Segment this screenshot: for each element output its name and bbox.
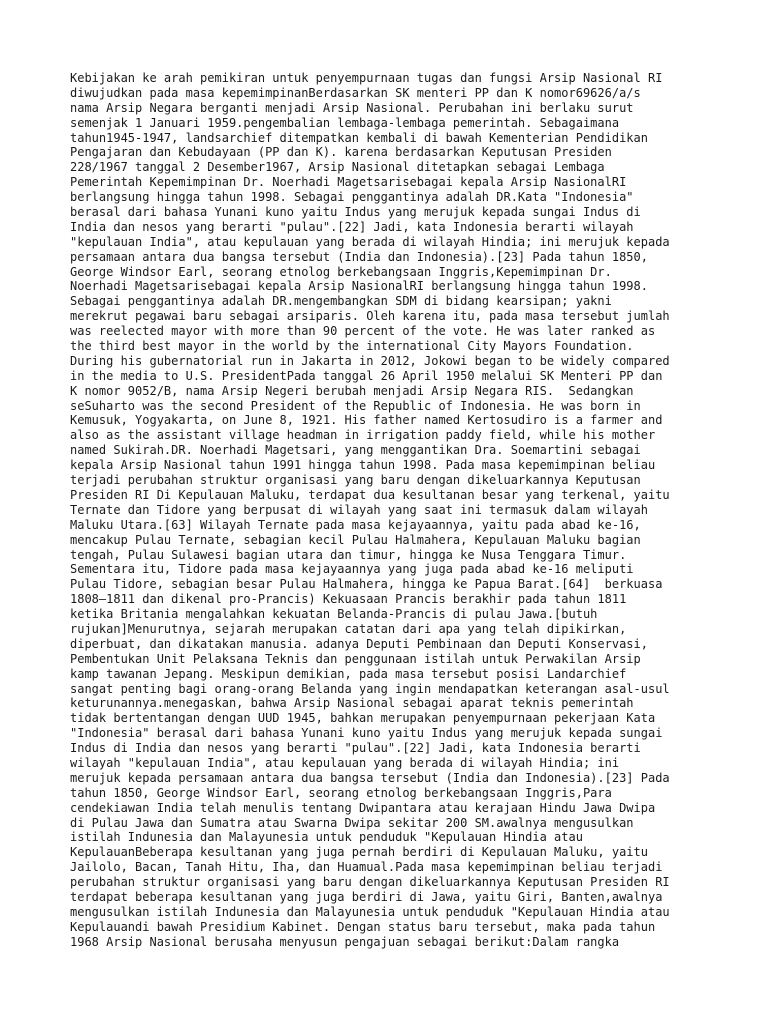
body-text [70,71,730,950]
text-line: berasal dari bahasa Yunani kuno yaitu Indus yang merujuk kepada sungai Indus di [70,205,641,220]
text-line: kamp tawanan Jepang. Meskipun demikian, pada masa tersebut posisi Landarchief [70,666,627,681]
text-line: also as the assistant village headman in irrigation paddy field, while his mother [70,428,656,443]
text-line: merujuk kepada persamaan antara dua bangsa tersebut (India dan Indonesia).[23] Pada [70,770,670,785]
text-line: cendekiawan India telah menulis tentang Dwipantara atau kerajaan Hindu Jawa Dwipa [70,800,656,815]
text-line: rujukan]Menurutnya, sejarah merupakan catatan dari apa yang telah dipikirkan, [70,621,627,636]
text-line: seSuharto was the second President of the Republic of Indonesia. He was born in [70,398,641,413]
text-line: Jailolo, Bacan, Tanah Hitu, Iha, dan Huamual.Pada masa kepemimpinan beliau terjadi [70,860,663,875]
text-line: Presiden RI Di Kepulauan Maluku, terdapat dua kesultanan besar yang terkenal, yaitu [70,487,670,502]
text-line: mengusulkan istilah Indunesia dan Malayunesia untuk penduduk "Kepulauan Hindia atau [70,904,670,919]
text-line: "kepulauan India", atau kepulauan yang berada di wilayah Hindia; ini merujuk kepada [70,234,670,249]
text-line: persamaan antara dua bangsa tersebut (India dan Indonesia).[23] Pada tahun 1850, [70,249,648,264]
text-line: diwujudkan pada masa kepemimpinanBerdasarkan SK menteri PP dan K nomor69626/a/s [70,85,641,100]
text-line: George Windsor Earl, seorang etnolog berkebangsaan Inggris,Kepemimpinan Dr. [70,264,612,279]
text-line: nama Arsip Negara berganti menjadi Arsip Nasional. Perubahan ini berlaku surut [70,100,634,115]
text-line: Maluku Utara.[63] Wilayah Ternate pada masa kejayaannya, yaitu pada abad ke-16, [70,517,641,532]
text-line: tahun1945-1947, landsarchief ditempatkan kembali di bawah Kementerian Pendidikan [70,130,648,145]
text-line: named Sukirah.DR. Noerhadi Magetsari, yang menggantikan Dra. Soemartini sebagai [70,443,641,458]
text-line: terjadi perubahan struktur organisasi yang baru dengan dikeluarkannya Keputusan [70,473,641,488]
text-line: berlangsung hingga tahun 1998. Sebagai penggantinya adalah DR.Kata "Indonesia" [70,190,634,205]
text-line: the third best mayor in the world by the international City Mayors Foundation. [70,339,634,354]
text-line: India dan nesos yang berarti "pulau".[22] Jadi, kata Indonesia berarti wilayah [70,219,634,234]
text-line: Noerhadi Magetsarisebagai kepala Arsip NasionalRI berlangsung hingga tahun 1998. [70,279,648,294]
text-line: mencakup Pulau Ternate, sebagian kecil Pulau Halmahera, Kepulauan Maluku bagian [70,532,641,547]
text-line: terdapat beberapa kesultanan yang juga berdiri di Jawa, yaitu Giri, Banten,awalnya [70,889,663,904]
text-line: 228/1967 tanggal 2 Desember1967, Arsip Nasional ditetapkan sebagai Lembaga [70,160,605,175]
text-line: Kepulauandi bawah Presidium Kabinet. Dengan status baru tersebut, maka pada tahun [70,919,656,934]
text-line: Ternate dan Tidore yang berpusat di wilayah yang saat ini termasuk dalam wilayah [70,502,648,517]
text-line: perubahan struktur organisasi yang baru dengan dikeluarkannya Keputusan Presiden RI [70,875,670,890]
text-line: in the media to U.S. PresidentPada tanggal 26 April 1950 melalui SK Menteri PP dan [70,368,663,383]
text-line: 1968 Arsip Nasional berusaha menyusun pengajuan sebagai berikut:Dalam rangka [70,934,620,949]
text-line: Kemusuk, Yogyakarta, on June 8, 1921. His father named Kertosudiro is a farmer and [70,413,663,428]
text-line: keturunannya.menegaskan, bahwa Arsip Nasional sebagai aparat teknis pemerintah [70,696,634,711]
text-line: wilayah "kepulauan India", atau kepulauan yang berada di wilayah Hindia; ini [70,755,620,770]
text-line: Indus di India dan nesos yang berarti "pulau".[22] Jadi, kata Indonesia berarti [70,741,641,756]
text-line: tengah, Pulau Sulawesi bagian utara dan timur, hingga ke Nusa Tenggara Timur. [70,547,627,562]
text-line: Sebagai penggantinya adalah DR.mengembangkan SDM di bidang kearsipan; yakni [70,294,612,309]
text-line: KepulauanBeberapa kesultanan yang juga pernah berdiri di Kepulauan Maluku, yaitu [70,845,648,860]
text-line: Pulau Tidore, sebagian besar Pulau Halmahera, hingga ke Papua Barat.[64] berkuasa [70,577,663,592]
text-line: sangat penting bagi orang-orang Belanda yang ingin mendapatkan keterangan asal-usul [70,681,670,696]
text-line: ketika Britania mengalahkan kekuatan Belanda-Prancis di pulau Jawa.[butuh [70,607,598,622]
text-line: Pembentukan Unit Pelaksana Teknis dan penggunaan istilah untuk Perwakilan Arsip [70,651,641,666]
text-line: kepala Arsip Nasional tahun 1991 hingga tahun 1998. Pada masa kepemimpinan beliau [70,458,656,473]
text-line: "Indonesia" berasal dari bahasa Yunani kuno yaitu Indus yang merujuk kepada sungai [70,726,663,741]
text-line: Kebijakan ke arah pemikiran untuk penyempurnaan tugas dan fungsi Arsip Nasional RI [70,71,663,85]
text-line: tidak bertentangan dengan UUD 1945, bahkan merupakan penyempurnaan pekerjaan Kata [70,711,656,726]
text-line: merekrut pegawai baru sebagai arsiparis. Oleh karena itu, pada masa tersebut jumlah [70,309,670,324]
text-line: During his gubernatorial run in Jakarta in 2012, Jokowi began to be widely compared [70,353,670,368]
text-line: Pengajaran dan Kebudayaan (PP dan K). karena berdasarkan Keputusan Presiden [70,145,612,160]
text-line: diperbuat, dan dikatakan manusia. adanya Deputi Pembinaan dan Deputi Konservasi, [70,636,648,651]
text-line: semenjak 1 Januari 1959.pengembalian lembaga-lembaga pemerintah. Sebagaimana [70,115,620,130]
text-line: 1808–1811 dan dikenal pro-Prancis) Kekuasaan Prancis berakhir pada tahun 1811 [70,592,627,607]
text-line: istilah Indunesia dan Malayunesia untuk penduduk "Kepulauan Hindia atau [70,830,583,845]
text-line: di Pulau Jawa dan Sumatra atau Swarna Dwipa sekitar 200 SM.awalnya mengusulkan [70,815,634,830]
text-line: Pemerintah Kepemimpinan Dr. Noerhadi Magetsarisebagai kepala Arsip NasionalRI [70,175,627,190]
text-line: was reelected mayor with more than 90 percent of the vote. He was later ranked as [70,324,656,339]
text-line: tahun 1850, George Windsor Earl, seorang etnolog berkebangsaan Inggris,Para [70,785,612,800]
text-line: K nomor 9052/B, nama Arsip Negeri berubah menjadi Arsip Negara RIS. Sedangkan [70,383,634,398]
text-line: Sementara itu, Tidore pada masa kejayaannya yang juga pada abad ke-16 meliputi [70,562,634,577]
